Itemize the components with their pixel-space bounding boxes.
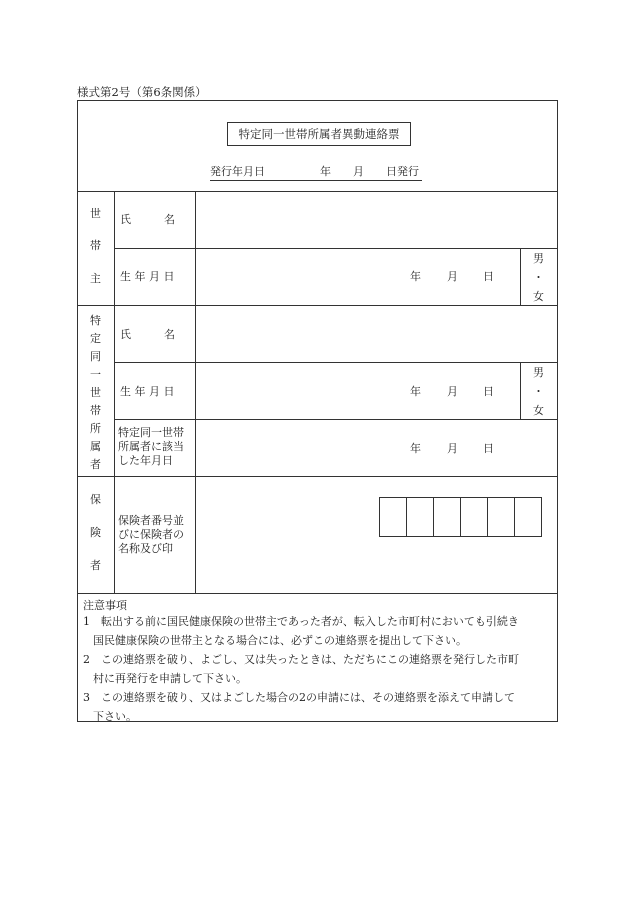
insurer-number-box-5[interactable] [487, 497, 515, 537]
member-birth-label: 生 年 月 日 [120, 385, 175, 398]
rule-header-bottom [78, 191, 557, 192]
member-name-label: 氏 名 [120, 328, 175, 341]
rule-member-bottom [78, 476, 557, 477]
insurer-number-box-4[interactable] [460, 497, 488, 537]
rule-hoh-bottom [78, 305, 557, 306]
form-number-label: 様式第2号（第6条関係） [77, 85, 207, 99]
note-item-3: 3 この連絡票を破り、又はよごした場合の2の申請には、その連絡票を添えて申請して 下さい。 [83, 691, 515, 723]
note-item-2: 2 この連絡票を破り、よごし、又は失ったときは、ただちにこの連絡票を発行した市町 村に再発行を申請して下さい。 [83, 653, 519, 685]
member-sex-choice: 男 ・ 女 [533, 366, 544, 417]
insurer-section-label: 保 険 者 [90, 493, 101, 572]
member-birth-month-unit: 月 [447, 385, 458, 398]
form-frame [77, 100, 558, 722]
insurer-label: 保険者番号並 びに保険者の 名称及び印 [118, 514, 184, 555]
insurer-number-box-6[interactable] [514, 497, 542, 537]
hoh-section-label: 世 帯 主 [90, 207, 101, 285]
form-title: 特定同一世帯所属者異動連絡票 [227, 122, 411, 146]
insurer-number-box-3[interactable] [433, 497, 461, 537]
hoh-sex-choice: 男 ・ 女 [533, 252, 544, 303]
rule-member-sex-col [520, 362, 521, 419]
rule-hoh-name-bottom [114, 248, 557, 249]
member-applicable-date-label: 特定同一世帯 所属者に該当 した年月日 [118, 426, 184, 467]
rule-section-col [114, 191, 115, 593]
notes-heading: 注意事項 [83, 599, 127, 612]
hoh-birth-label: 生 年 月 日 [120, 270, 175, 283]
hoh-name-label: 氏 名 [120, 213, 175, 226]
member-applicable-day-unit: 日 [483, 442, 494, 455]
issue-date-line: 発行年月日 年 月 日発行 [210, 163, 422, 181]
insurer-number-box-2[interactable] [406, 497, 434, 537]
member-birth-year-unit: 年 [410, 385, 421, 398]
member-section-label: 特 定 同 一 世 帯 所 属 者 [90, 314, 101, 471]
member-birth-day-unit: 日 [483, 385, 494, 398]
insurer-number-box-1[interactable] [379, 497, 407, 537]
rule-label-col [195, 191, 196, 593]
rule-insurer-bottom [78, 593, 557, 594]
hoh-birth-year-unit: 年 [410, 270, 421, 283]
member-applicable-month-unit: 月 [447, 442, 458, 455]
member-applicable-year-unit: 年 [410, 442, 421, 455]
rule-member-name-bottom [114, 362, 557, 363]
note-item-1: 1 転出する前に国民健康保険の世帯主であった者が、転入した市町村においても引続き 国民健康保険の世帯主となる場合には、必ずこの連絡票を提出して下さい。 [83, 615, 519, 647]
hoh-birth-month-unit: 月 [447, 270, 458, 283]
rule-member-birth-bottom [114, 419, 557, 420]
hoh-birth-day-unit: 日 [483, 270, 494, 283]
rule-hoh-sex-col [520, 248, 521, 305]
